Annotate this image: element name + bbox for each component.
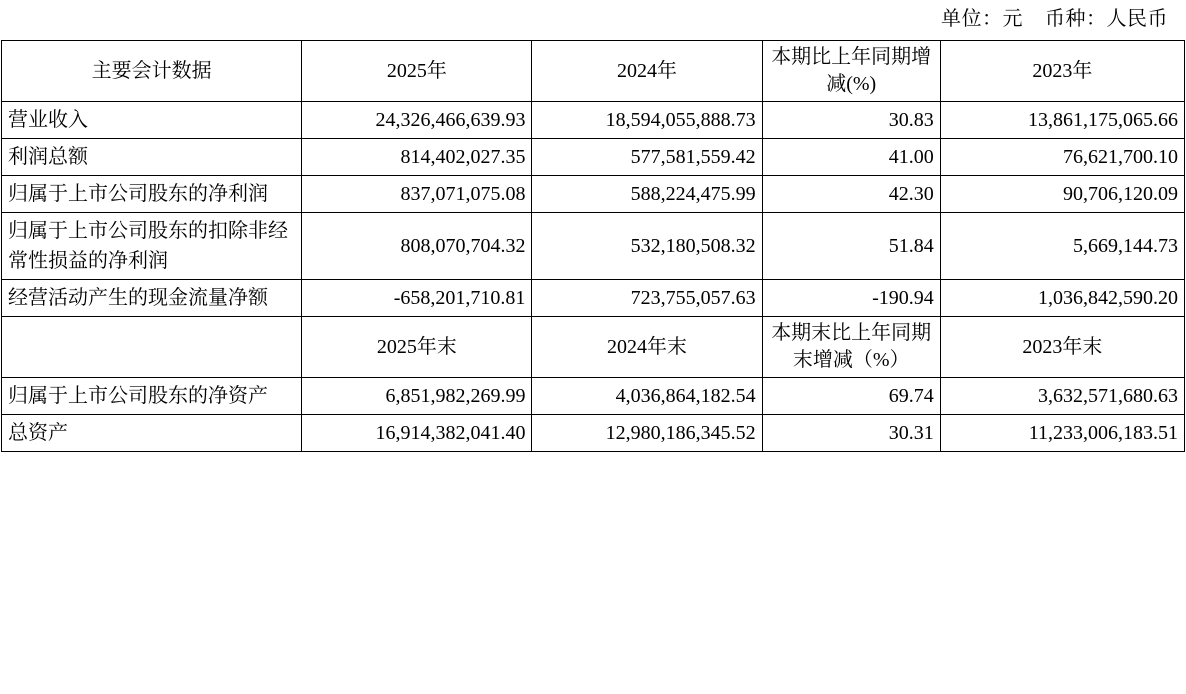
row-value-year-2: 18,594,055,888.73 xyxy=(532,102,762,139)
table-row xyxy=(2,415,1185,452)
row-value-year-3: 11,233,006,183.51 xyxy=(940,415,1184,452)
subheader-cell-year-3: 2023年末 xyxy=(940,317,1184,378)
row-label: 营业收入 xyxy=(2,102,302,139)
header-cell-year-2: 2024年 xyxy=(532,41,762,102)
row-value-year-2: 577,581,559.42 xyxy=(532,139,762,176)
financial-summary-table xyxy=(1,40,1185,452)
row-value-year-3: 90,706,120.09 xyxy=(940,176,1184,213)
row-value-year-1: 16,914,382,041.40 xyxy=(302,415,532,452)
header-cell-label: 主要会计数据 xyxy=(2,41,302,102)
row-label: 经营活动产生的现金流量净额 xyxy=(2,280,302,317)
row-value-year-2: 532,180,508.32 xyxy=(532,213,762,280)
subheader-change-text: 本期末比上年同期末增减（%） xyxy=(771,322,932,371)
header-cell-year-1: 2025年 xyxy=(302,41,532,102)
subheader-cell-blank xyxy=(2,317,302,378)
row-value-change: 30.83 xyxy=(762,102,940,139)
row-value-year-3: 5,669,144.73 xyxy=(940,213,1184,280)
row-value-year-2: 723,755,057.63 xyxy=(532,280,762,317)
row-value-year-1: 24,326,466,639.93 xyxy=(302,102,532,139)
table-header-row xyxy=(2,41,1185,102)
table-row xyxy=(2,213,1185,280)
row-value-change: 41.00 xyxy=(762,139,940,176)
row-value-year-3: 1,036,842,590.20 xyxy=(940,280,1184,317)
header-cell-change xyxy=(762,41,940,102)
table-row xyxy=(2,378,1185,415)
header-cell-year-3: 2023年 xyxy=(940,41,1184,102)
row-value-year-1: -658,201,710.81 xyxy=(302,280,532,317)
row-value-change: 30.31 xyxy=(762,415,940,452)
row-label: 归属于上市公司股东的净利润 xyxy=(2,176,302,213)
subheader-cell-year-2: 2024年末 xyxy=(532,317,762,378)
row-value-year-1: 814,402,027.35 xyxy=(302,139,532,176)
unit-note: 单位：元 币种：人民币 xyxy=(941,8,1168,30)
row-value-year-1: 837,071,075.08 xyxy=(302,176,532,213)
row-value-year-3: 3,632,571,680.63 xyxy=(940,378,1184,415)
table-row xyxy=(2,176,1185,213)
row-value-year-1: 6,851,982,269.99 xyxy=(302,378,532,415)
row-value-year-3: 13,861,175,065.66 xyxy=(940,102,1184,139)
row-label: 利润总额 xyxy=(2,139,302,176)
table-row xyxy=(2,139,1185,176)
row-label: 归属于上市公司股东的净资产 xyxy=(2,378,302,415)
row-label: 归属于上市公司股东的扣除非经常性损益的净利润 xyxy=(2,213,302,280)
header-change-text: 本期比上年同期增减(%) xyxy=(771,46,932,95)
table-row xyxy=(2,102,1185,139)
row-value-change: 51.84 xyxy=(762,213,940,280)
row-label: 总资产 xyxy=(2,415,302,452)
subheader-cell-change xyxy=(762,317,940,378)
row-value-change: 69.74 xyxy=(762,378,940,415)
row-value-year-2: 4,036,864,182.54 xyxy=(532,378,762,415)
table-row xyxy=(2,280,1185,317)
row-value-year-2: 588,224,475.99 xyxy=(532,176,762,213)
row-value-year-3: 76,621,700.10 xyxy=(940,139,1184,176)
table-subheader-row xyxy=(2,317,1185,378)
row-value-change: -190.94 xyxy=(762,280,940,317)
row-value-year-2: 12,980,186,345.52 xyxy=(532,415,762,452)
row-value-change: 42.30 xyxy=(762,176,940,213)
subheader-cell-year-1: 2025年末 xyxy=(302,317,532,378)
row-value-year-1: 808,070,704.32 xyxy=(302,213,532,280)
